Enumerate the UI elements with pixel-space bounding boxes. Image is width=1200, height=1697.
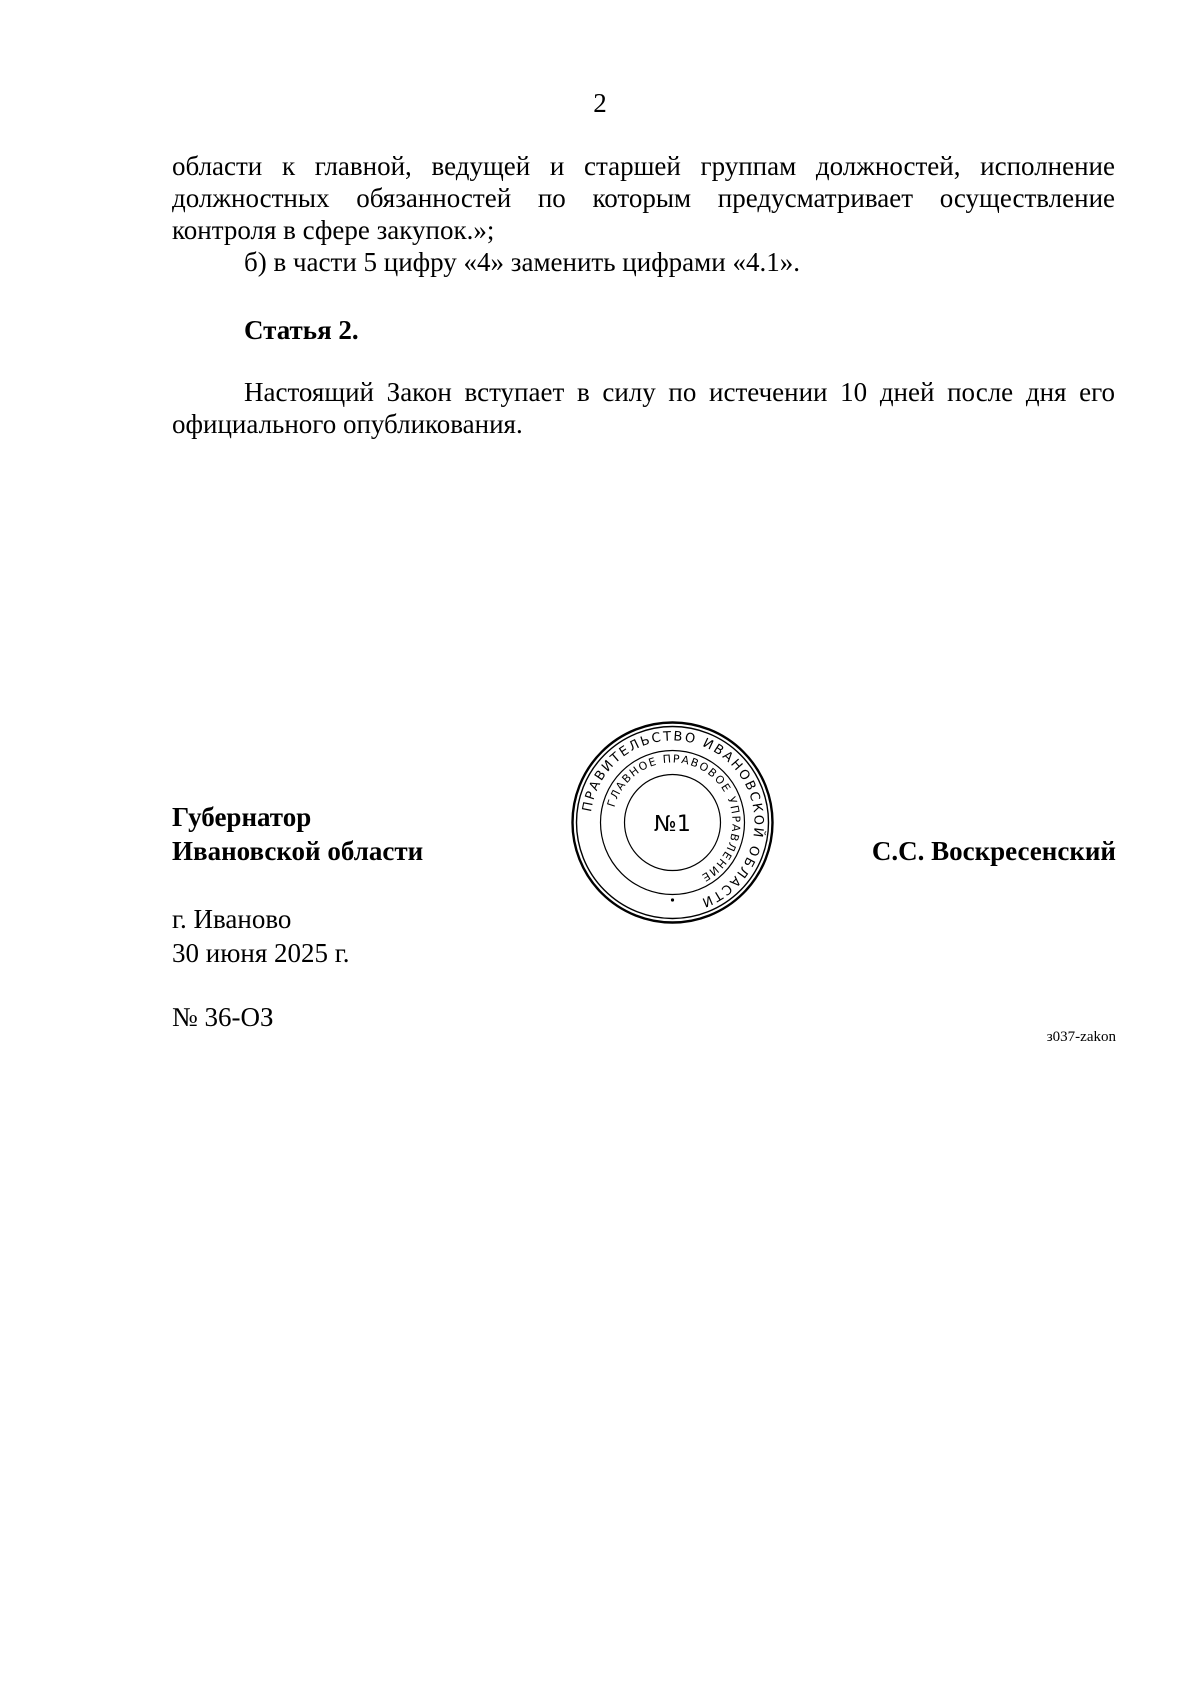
- paragraph-line: официального опубликования.: [172, 409, 523, 439]
- position-line: Ивановской области: [172, 836, 424, 866]
- paragraph-line: должностных обязанностей по которым предусматривает осуществление: [172, 183, 1115, 213]
- seal-inner-text: ГЛАВНОЕ ПРАВОВОЕ УПРАВЛЕНИЕ: [604, 752, 743, 885]
- seal-center-text: №1: [654, 812, 691, 837]
- seal-dot: [671, 898, 674, 901]
- position-line: Губернатор: [172, 802, 312, 832]
- signatory-name: С.С. Воскресенский: [871, 836, 1116, 866]
- paragraph-line: контроля в сфере закупок.»;: [172, 215, 495, 245]
- paragraph-entry-into-force: [172, 376, 1115, 440]
- date: 30 июня 2025 г.: [172, 938, 350, 968]
- document-code: з037-zakon: [1046, 1029, 1116, 1045]
- official-seal: [570, 720, 775, 925]
- paragraph-amendment-continuation: [172, 150, 1115, 246]
- paragraph-line: Настоящий Закон вступает в силу по истечении 10 дней после дня его: [244, 377, 1115, 407]
- article-heading: Статья 2.: [244, 315, 359, 345]
- page-number: 2: [593, 88, 607, 118]
- place-and-date: [172, 902, 350, 970]
- signatory-position: [172, 800, 423, 868]
- seal-outer-text: ПРАВИТЕЛЬСТВО ИВАНОВСКОЙ ОБЛАСТИ: [580, 729, 766, 911]
- law-number: № 36-ОЗ: [172, 1002, 274, 1032]
- paragraph-line: области к главной, ведущей и старшей группам должностей, исполнение: [172, 151, 1115, 181]
- paragraph-amendment-b: б) в части 5 цифру «4» заменить цифрами «4.1».: [244, 247, 800, 277]
- place: г. Иваново: [172, 904, 292, 934]
